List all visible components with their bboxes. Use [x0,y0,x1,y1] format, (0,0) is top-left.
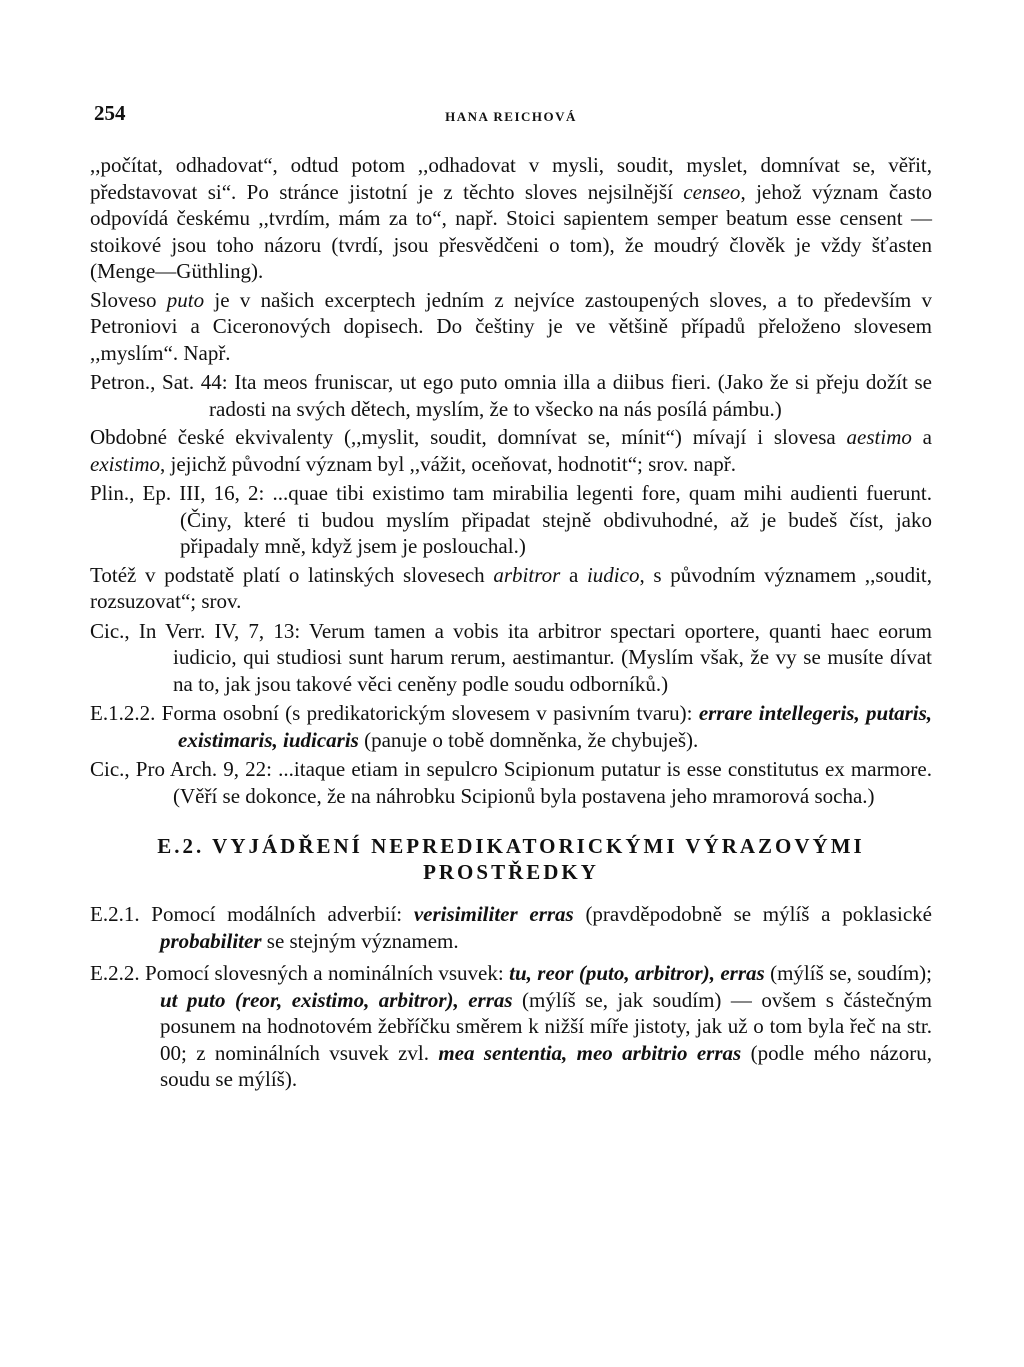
section-number: E.2.2. [90,961,140,985]
section-heading-line: PROSTŘEDKY [423,860,599,884]
text-span: (panuje o tobě domněnka, že chybuješ). [358,727,699,752]
text-span: Totéž v podstatě platí o latinských slovesech [90,562,494,587]
citation-text: ...quae tibi existimo tam mirabilia legenti fore, quam mihi audienti fuerunt. (Činy, které ti budou myslím připadat stejně obdivuhodné, až je budeš číst, jako připadaly mně, když jsem je poslouchal.) [180,481,933,558]
text-span: se stejným významem. [261,928,459,953]
latin-term: aestimo [846,425,912,449]
page-header [90,100,932,130]
running-head: HANA REICHOVÁ [445,109,577,124]
text-span: (podle mého názoru, soudu se mýlíš). [160,1040,932,1091]
text-span: , jehož význam často odpovídá českému ,,tvrdím, mám za to“, např. Stoici sapientem semper beatum esse censent — stoikové jsou toho názoru (tvrdí, jsou přesvědčeni o tom), že moudrý člověk je vždy šťasten (Menge—Güthling). [90,179,932,283]
section-e21 [90,901,932,954]
latin-term: puto [166,287,205,312]
citation-plinius [90,480,932,560]
text-span: , s původním významem ,,soudit, rozsuzovat“; srov. [90,562,932,613]
citation-reference: Cic., In Verr. IV, 7, 13: [90,618,301,643]
latin-term: ut puto (reor, existimo, arbitror), erras [160,987,513,1012]
page-number: 254 [94,101,126,125]
latin-term: verisimiliter erras [413,902,574,926]
latin-term: tu, reor (puto, arbitror), erras [509,961,765,985]
paragraph-aestimo [90,424,932,477]
text-span: je v našich excerptech jedním z nejvíce zastoupených sloves, a to především v Petroniovi a Ciceronových dopisech. Do češtiny je ve většině případů přeloženo slovesem ,,myslím“. Např. [90,287,932,365]
citation-cicero-verr [90,618,932,698]
latin-term: censeo [683,179,741,204]
document-page [90,100,932,1093]
citation-reference: Petron., Sat. 44: [90,370,228,394]
latin-term: probabiliter [160,928,262,953]
section-number: E.2.1. [90,902,140,926]
text-span: (mýlíš se, soudím); [764,961,932,985]
text-span: a [560,562,587,587]
section-e122 [90,700,932,753]
text-span: Forma osobní (s predikatorickým slovesem v pasivním tvaru): [155,701,699,725]
text-span: Obdobné české ekvivalenty (,,myslit, soudit, domnívat se, mínit“) mívají i slovesa [90,425,847,449]
section-heading-line: E.2. VYJÁDŘENÍ NEPREDIKATORICKÝMI VÝRAZOVÝMI [157,834,865,858]
citation-reference: Cic., Pro Arch. 9, 22: [90,757,273,781]
text-span: a [911,425,933,449]
citation-text: Verum tamen a vobis ita arbitror spectari oportere, quanti haec eorum iudicio, qui studiosi sunt harum rerum, aestimantur. (Myslím však, že vy se musíte dívat na to, jak jsou takové věci ceněny podle soudu odborníků.) [173,618,932,696]
section-heading-e2 [90,833,932,885]
latin-term: errare intellegeris, putaris, existimaris, iudicaris [178,701,933,752]
latin-term: existimo [90,451,160,476]
citation-text: Ita meos fruniscar, ut ego puto omnia illa a diibus fieri. (Jako že si přeju dožít se radosti na svých dětech, myslím, že to všecko na nás posílá pámbu.) [209,370,932,421]
text-span: (pravděpodobně se mýlíš a poklasické [573,902,933,926]
text-span: Pomocí modálních adverbií: [139,902,414,926]
paragraph-censeo [90,152,932,285]
citation-reference: Plin., Ep. III, 16, 2: [90,481,265,505]
text-span: (mýlíš se, jak soudím) — ovšem s částečným posunem na hodnotovém žebříčku směrem k nižší míře jistoty, jak už o tom byla řeč na str. 00; z nominálních vsuvek zvl. [160,987,932,1065]
text-span: Pomocí slovesných a nominálních vsuvek: [139,961,510,985]
text-span: ,,počítat, odhadovat“, odtud potom ,,odhadovat v mysli, soudit, myslet, domnívat se, věřit, představovat si“. Po stránce jistotní je z těchto sloves nejsilnější [90,153,932,204]
paragraph-arbitror [90,562,932,615]
section-number: E.1.2.2. [90,701,156,725]
latin-term: iudico [586,562,640,587]
section-e22 [90,960,932,1093]
citation-petron [90,369,932,422]
page-body [90,152,932,1093]
latin-term: arbitror [493,562,561,587]
citation-text: ...itaque etiam in sepulcro Scipionum putatur is esse constitutus ex marmore. (Věří se dokonce, že na náhrobku Scipionů byla postavena jeho mramorová socha.) [173,757,932,808]
text-span: Sloveso [90,287,167,312]
text-span: , jejichž původní význam byl ,,vážit, oceňovat, hodnotit“; srov. např. [159,451,736,476]
paragraph-puto [90,287,932,367]
citation-cicero-arch [90,756,932,809]
latin-term: mea sententia, meo arbitrio erras [438,1040,742,1065]
